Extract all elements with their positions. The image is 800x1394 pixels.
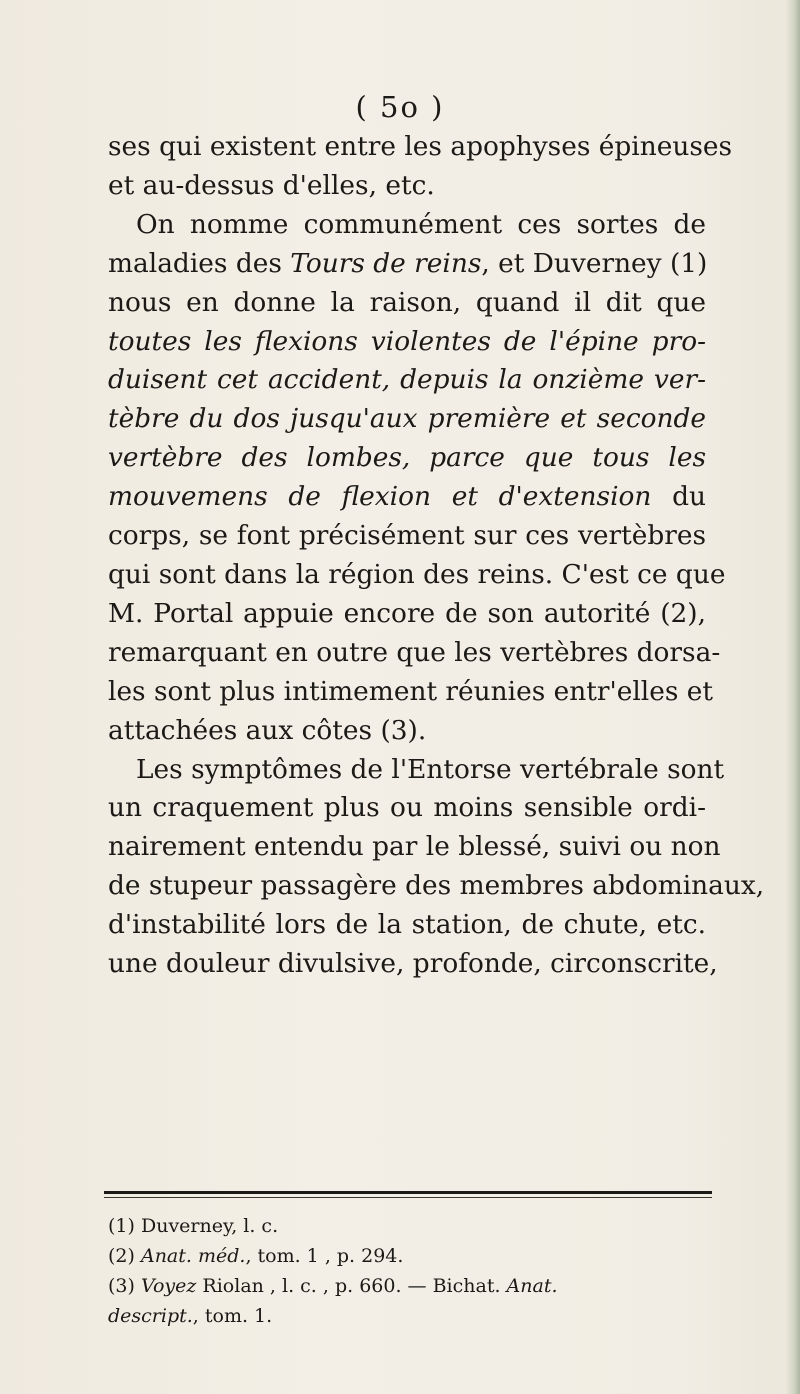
text-line: un craquement plus ou moins sensible ordi- (108, 792, 706, 824)
footnote-rule-thin (104, 1197, 712, 1198)
footnote-text: Duverney, l. c. (140, 1215, 279, 1237)
text-line: et au-dessus d'elles, etc. (108, 169, 435, 201)
text-line: ses qui existent entre les apophyses épineuses (108, 131, 733, 162)
page-edge-shadow (786, 0, 800, 1394)
footnote-3 (108, 1271, 714, 1301)
text-line: attachées aux côtes (3). (108, 714, 427, 746)
footnote-text: , tom. 1. (192, 1305, 273, 1327)
page-number: ( 5o ) (355, 90, 445, 124)
footnote-italic: descript. (108, 1305, 193, 1327)
main-text (108, 128, 765, 984)
footnote-text: , tom. 1 , p. 294. (245, 1245, 404, 1267)
text-line: M. Portal appuie encore de son autorité (2), (108, 597, 706, 629)
text-line: nairement entendu par le blessé, suivi ou non (108, 831, 721, 863)
text-line: On nomme communément ces sortes de (136, 208, 706, 240)
footnote-rule (104, 1191, 712, 1194)
text-line: une douleur divulsive, profonde, circonscrite, (108, 948, 718, 980)
footnote-marker: (2) (108, 1245, 135, 1267)
text-line: corps, se font précisément sur ces vertèbres (108, 520, 706, 552)
footnote-3-cont (108, 1301, 714, 1331)
text-line: de stupeur passagère des membres abdominaux, (108, 870, 765, 902)
text-line: d'instabilité lors de la station, de chute, etc. (108, 909, 706, 941)
text-line (108, 245, 706, 284)
text-run: maladies des (108, 247, 282, 279)
text-line (108, 478, 706, 517)
footnote-italic: Anat. méd. (140, 1245, 246, 1267)
footnotes (108, 1211, 714, 1331)
text-line: les sont plus intimement réunies entr'elles et (108, 675, 714, 707)
text-run: , et Duverney (1) (481, 247, 708, 279)
footnote-italic: Voyez (140, 1275, 197, 1297)
text-line: remarquant en outre que les vertèbres dorsa- (108, 636, 721, 668)
footnote-1 (108, 1211, 714, 1241)
text-line-italic: tèbre du dos jusqu'aux première et seconde (108, 403, 706, 435)
text-line-italic: duisent cet accident, depuis la onzième ver- (108, 364, 706, 396)
footnote-2 (108, 1241, 714, 1271)
text-line-italic: toutes les flexions violentes de l'épine pro- (108, 325, 706, 357)
text-line: Les symptômes de l'Entorse vertébrale sont (136, 753, 725, 785)
text-line-italic: vertèbre des lombes, parce que tous les (108, 442, 706, 474)
footnote-marker: (3) (108, 1275, 135, 1297)
footnote-marker: (1) (108, 1215, 135, 1237)
text-run: du (651, 481, 706, 513)
italic-term: mouvemens de flexion et d'extension (108, 481, 652, 513)
text-line: qui sont dans la région des reins. C'est ce que (108, 558, 726, 590)
footnote-italic: Anat. (506, 1275, 558, 1297)
italic-term: Tours de reins (290, 247, 482, 279)
footnote-text: Riolan , l. c. , p. 660. — Bichat. (196, 1275, 501, 1297)
text-line: nous en donne la raison, quand il dit que (108, 286, 706, 318)
